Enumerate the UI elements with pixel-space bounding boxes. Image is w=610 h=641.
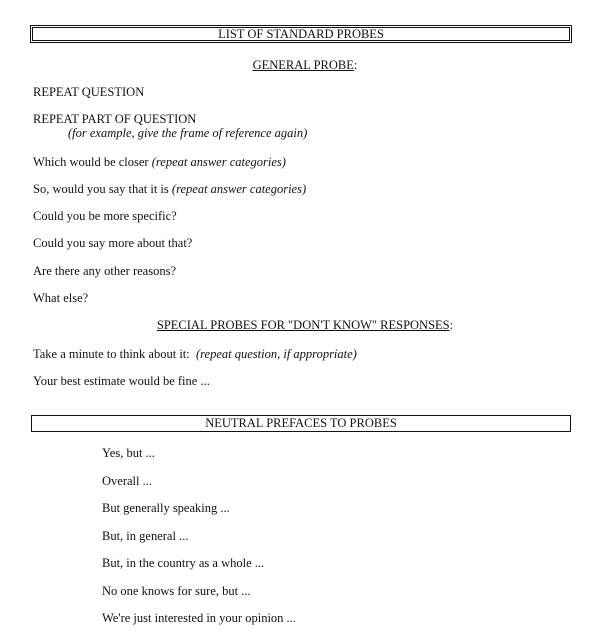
preface-item: But generally speaking ... [102,501,230,515]
probe-item: Your best estimate would be fine ... [33,374,210,388]
probe-item: So, would you say that it is (repeat answer categories) [33,182,307,196]
probe-note: (for example, give the frame of reference again) [68,126,308,140]
preface-item: Yes, but ... [102,446,155,460]
neutral-prefaces-heading: NEUTRAL PREFACES TO PROBES [31,415,571,432]
document-title: LIST OF STANDARD PROBES [30,25,572,43]
probe-item: Are there any other reasons? [33,264,176,278]
special-probes-heading: SPECIAL PROBES FOR "DON'T KNOW" RESPONSES: [156,318,454,332]
preface-item: Overall ... [102,474,152,488]
probe-item: What else? [33,291,89,305]
preface-item: But, in general ... [102,529,189,543]
probe-item: REPEAT QUESTION [33,85,145,99]
preface-item: No one knows for sure, but ... [102,584,251,598]
probe-item: Take a minute to think about it: (repeat question, if appropriate) [33,347,357,361]
general-probe-heading: GENERAL PROBE: [252,58,358,72]
preface-item: We're just interested in your opinion ... [102,611,296,625]
preface-item: But, in the country as a whole ... [102,556,265,570]
probe-item: Which would be closer (repeat answer categories) [33,155,286,169]
probe-item: Could you say more about that? [33,236,193,250]
probe-item: Could you be more specific? [33,209,177,223]
probe-item: REPEAT PART OF QUESTION [33,112,197,126]
